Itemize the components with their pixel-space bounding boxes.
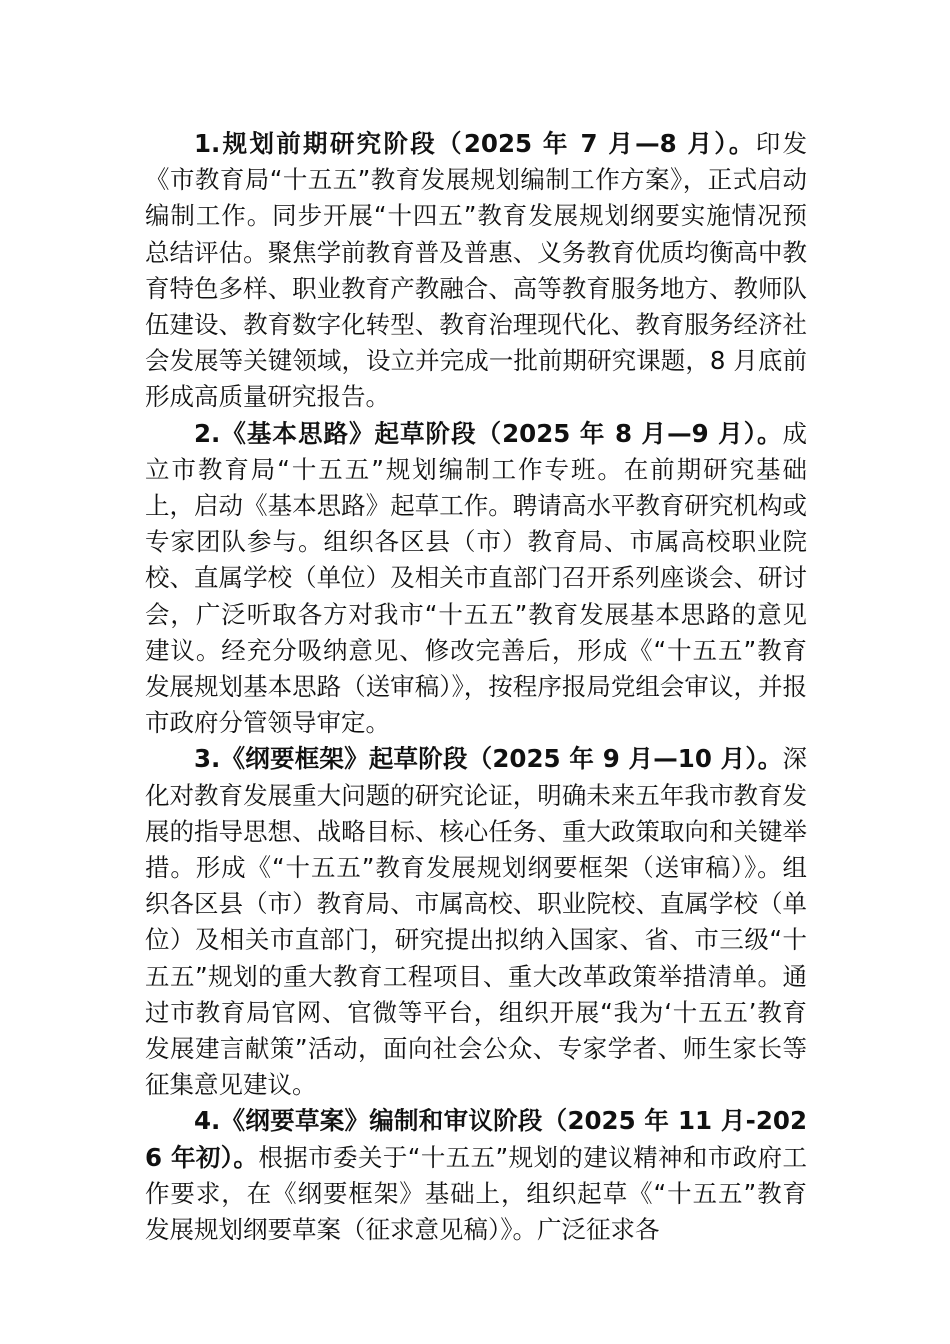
paragraph-heading: 1.规划前期研究阶段（2025 年 7 月—8 月）。 [194,129,756,158]
paragraph-body: 深化对教育发展重大问题的研究论证，明确未来五年我市教育发展的指导思想、战略目标、核心任务、重大政策取向和关键举措。形成《“十五五”教育发展规划纲要框架（送审稿）》。组织各区县（市）教育局、市属高校、职业院校、直属学校（单位）及相关市直部门，研究提出拟纳入国家、省、市三级“十五五”规划的重大教育工程项目、重大改革政策举措清单。通过市教育局官网、官微等平台，组织开展“我为‘十五五’教育发展建言献策”活动，面向社会公众、专家学者、师生家长等征集意见建议。 [145,744,807,1100]
paragraph-heading: 2.《基本思路》起草阶段（2025 年 8 月—9 月）。 [194,418,783,448]
paragraph-body: 印发《市教育局“十五五”教育发展规划编制工作方案》，正式启动编制工作。同步开展“十四五”教育发展规划纲要实施情况预总结评估。聚焦学前教育普及普惠、义务教育优质均衡高中教育特色多样、职业教育产教融合、高等教育服务地方、教师队伍建设、教育数字化转型、教育治理现代化、教育服务经济社会发展等关键领域，设立并完成一批前期研究课题，8 月底前形成高质量研究报告。 [145,129,808,412]
paragraph-body: 根据市委关于“十五五”规划的建议精神和市政府工作要求，在《纲要框架》基础上，组织起草《“十五五”教育发展规划纲要草案（征求意见稿）》。广泛征求各 [145,1142,807,1245]
paragraph-stage-2 [145,416,807,742]
paragraph-stage-4 [145,1103,807,1247]
paragraph-body: 成立市教育局“十五五”规划编制工作专班。在前期研究基础上，启动《基本思路》起草工作。聘请高水平教育研究机构或专家团队参与。组织各区县（市）教育局、市属高校职业院校、直属学校（单位）及相关市直部门召开系列座谈会、研讨会，广泛听取各方对我市“十五五”教育发展基本思路的意见建议。经充分吸纳意见、修改完善后，形成《“十五五”教育发展规划基本思路（送审稿）》，按程序报局党组会审议，并报市政府分管领导审定。 [145,418,807,738]
paragraph-heading: 4.《纲要草案》编制和审议阶段（2025 年 11 月-2026 年初）。 [145,1106,807,1172]
paragraph-heading: 3.《纲要框架》起草阶段（2025 年 9 月—10 月）。 [194,744,783,774]
document-page [145,126,807,1247]
paragraph-stage-1 [145,126,807,416]
paragraph-stage-3 [145,741,807,1103]
